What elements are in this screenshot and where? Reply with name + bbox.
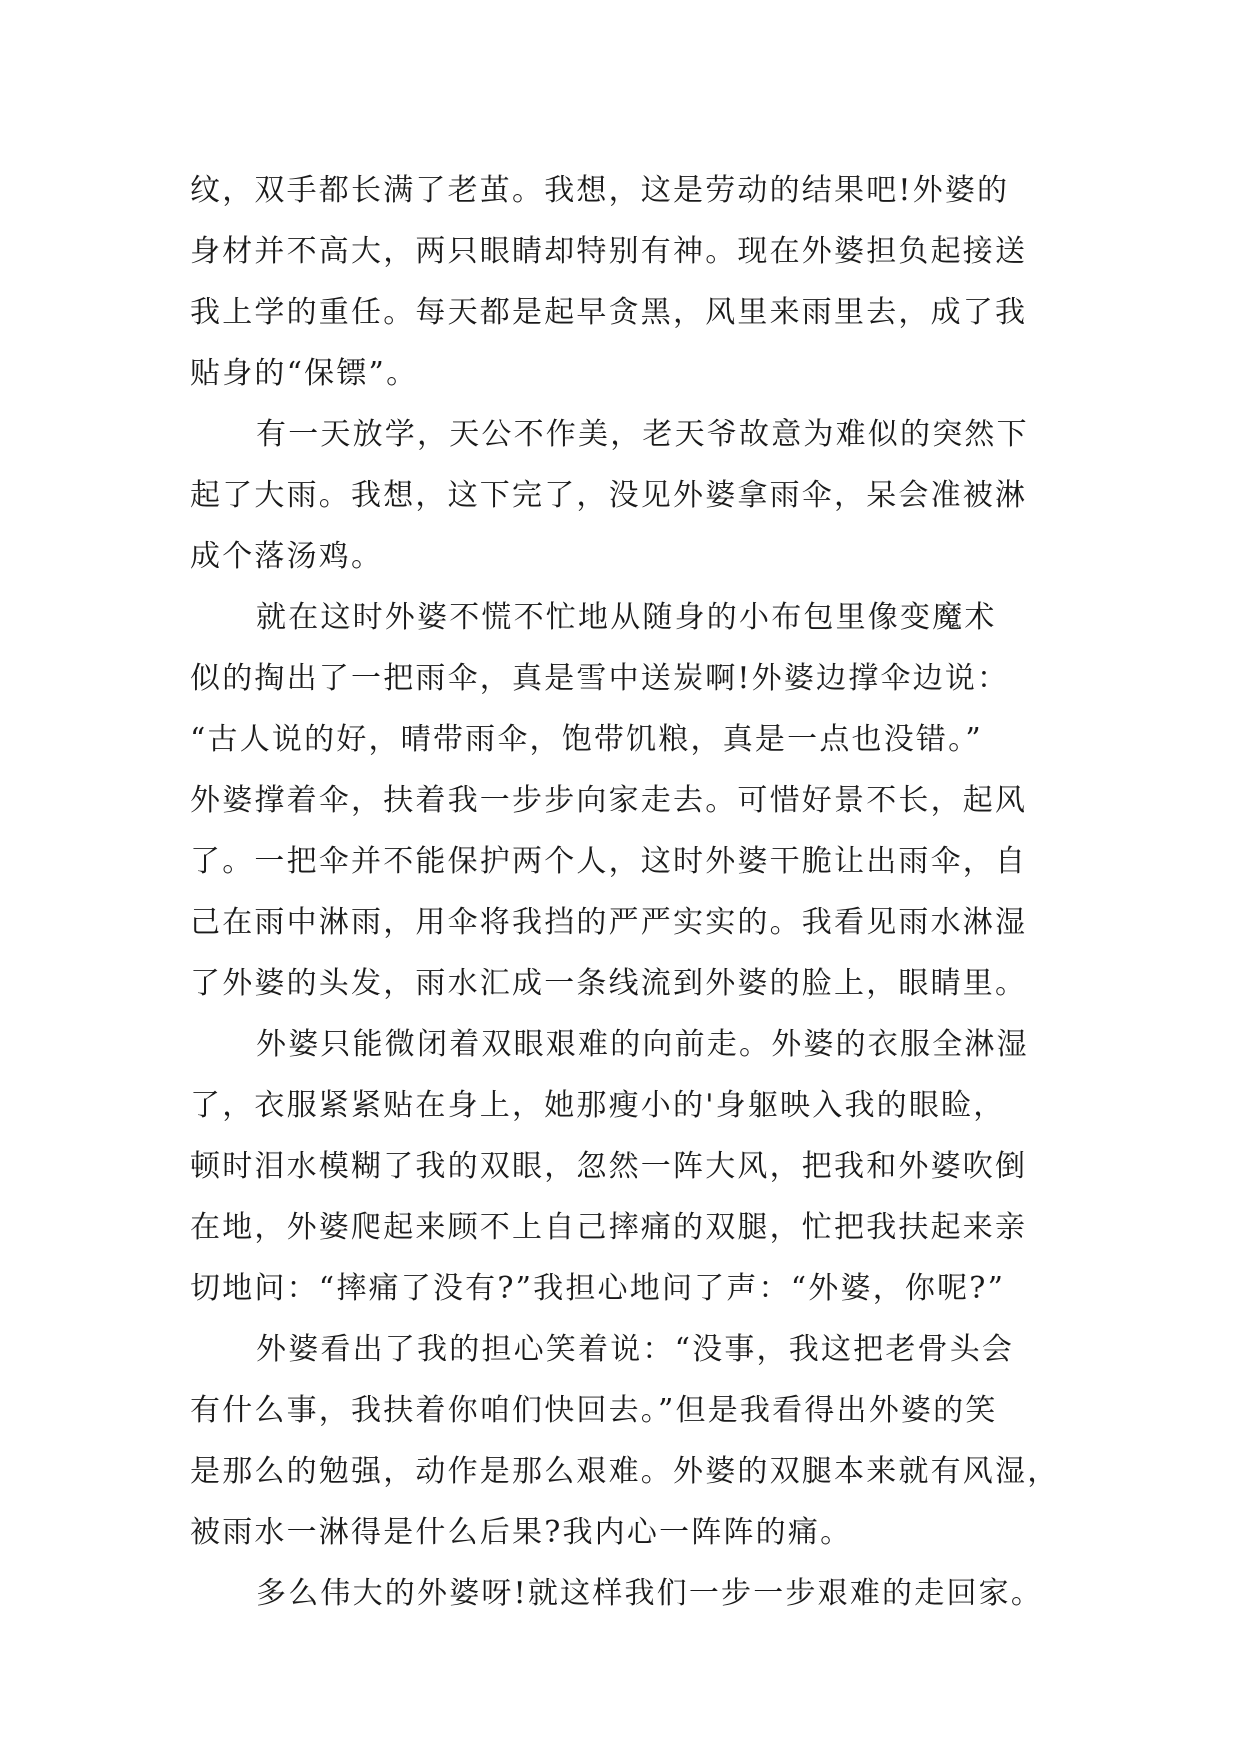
paragraph-first-line: 多么伟大的外婆呀!就这样我们一步一步艰难的走回家。	[256, 1576, 1044, 1611]
text-line: 成个落汤鸡。	[190, 539, 384, 574]
text-line: 切地问：“摔痛了没有?”我担心地问了声：“外婆，你呢?”	[190, 1271, 1006, 1306]
text-line: 在地，外婆爬起来顾不上自己摔痛的双腿，忙把我扶起来亲	[190, 1210, 1028, 1245]
text-line: 己在雨中淋雨，用伞将我挡的严严实实的。我看见雨水淋湿	[190, 905, 1028, 940]
text-line: 顿时泪水模糊了我的双眼，忽然一阵大风，把我和外婆吹倒	[190, 1149, 1028, 1184]
text-line: 外婆撑着伞，扶着我一步步向家走去。可惜好景不长，起风	[190, 783, 1028, 818]
text-line: 有什么事，我扶着你咱们快回去。”但是我看得出外婆的笑	[190, 1393, 998, 1428]
paragraph-first-line: 外婆只能微闭着双眼艰难的向前走。外婆的衣服全淋湿	[256, 1027, 1029, 1062]
text-line: 了，衣服紧紧贴在身上，她那瘦小的'身躯映入我的眼睑，	[190, 1088, 1006, 1123]
text-line: 身材并不高大，两只眼睛却特别有神。现在外婆担负起接送	[190, 234, 1028, 269]
text-line: 纹，双手都长满了老茧。我想，这是劳动的结果吧!外婆的	[190, 173, 1010, 208]
text-line: 起了大雨。我想，这下完了，没见外婆拿雨伞，呆会准被淋	[190, 478, 1028, 513]
paragraph-first-line: 外婆看出了我的担心笑着说：“没事，我这把老骨头会	[256, 1332, 1015, 1367]
text-line: 被雨水一淋得是什么后果?我内心一阵阵的痛。	[190, 1515, 853, 1550]
paragraph-first-line: 有一天放学，天公不作美，老天爷故意为难似的突然下	[256, 417, 1029, 452]
text-line: 了外婆的头发，雨水汇成一条线流到外婆的脸上，眼睛里。	[190, 966, 1028, 1001]
paragraph-first-line: 就在这时外婆不慌不忙地从随身的小布包里像变魔术	[256, 600, 997, 635]
text-line: 似的掏出了一把雨伞，真是雪中送炭啊!外婆边撑伞边说：	[190, 661, 1010, 696]
text-line: 贴身的“保镖”。	[190, 356, 419, 391]
text-line: 了。一把伞并不能保护两个人，这时外婆干脆让出雨伞，自	[190, 844, 1028, 879]
text-line: 是那么的勉强，动作是那么艰难。外婆的双腿本来就有风湿，	[190, 1454, 1060, 1489]
text-line: “古人说的好，晴带雨伞，饱带饥粮，真是一点也没错。”	[190, 722, 983, 757]
article-body	[190, 160, 1070, 1624]
text-line: 我上学的重任。每天都是起早贪黑，风里来雨里去，成了我	[190, 295, 1028, 330]
